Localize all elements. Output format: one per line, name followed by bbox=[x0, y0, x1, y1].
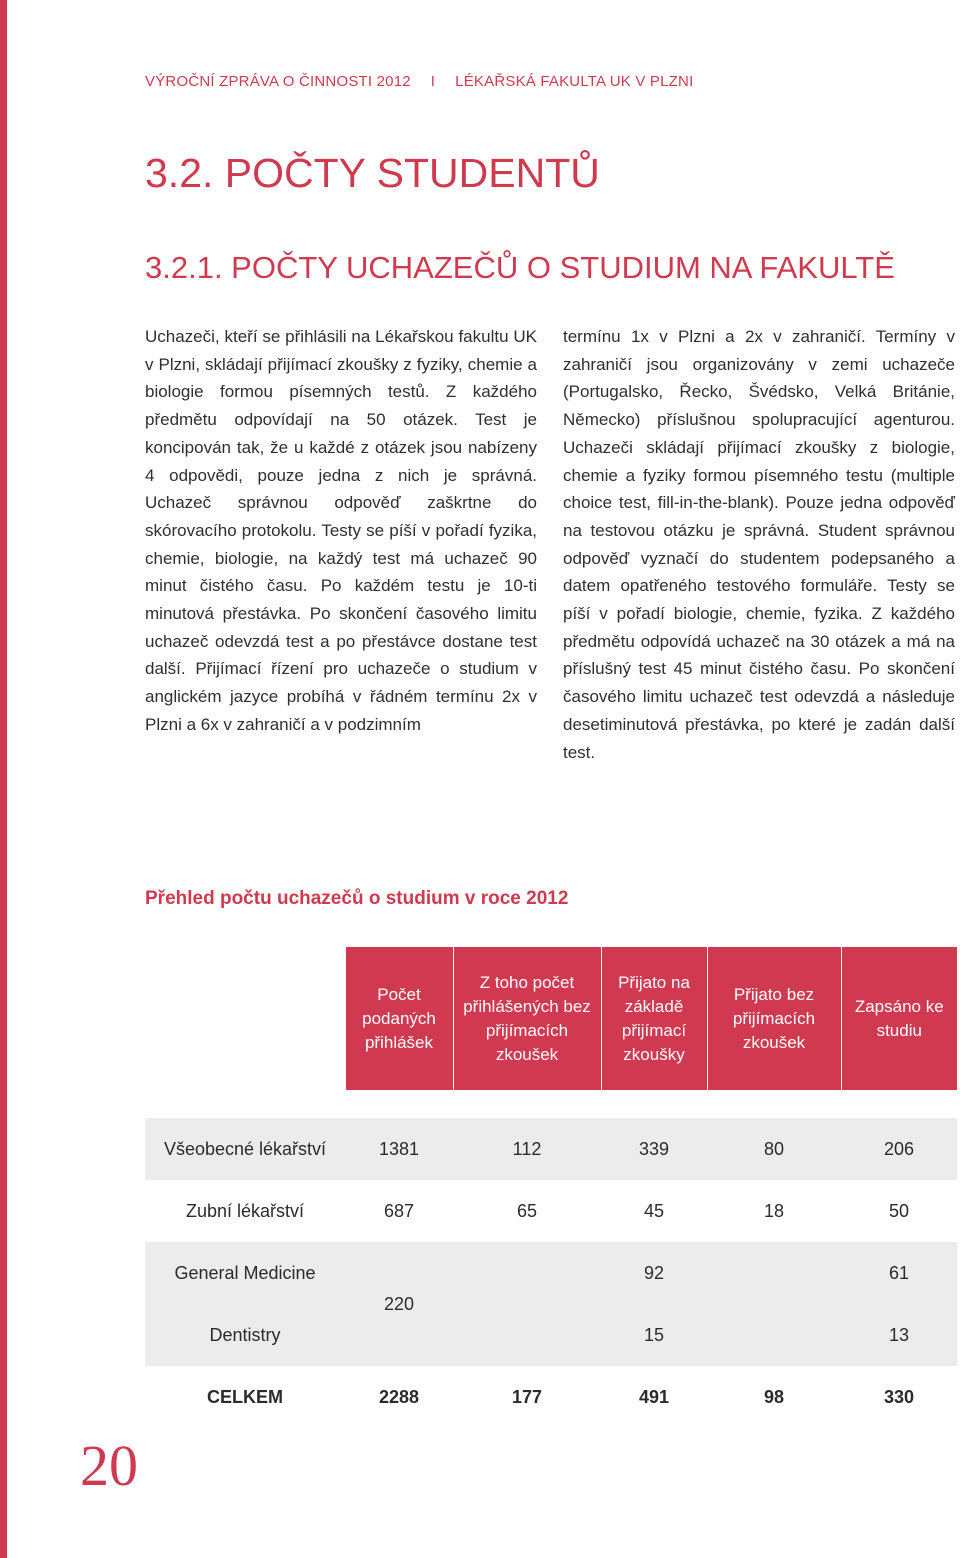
page-number: 20 bbox=[80, 1433, 138, 1498]
row-label: General Medicine bbox=[145, 1242, 345, 1304]
table-cell: 13 bbox=[841, 1304, 957, 1366]
table-cell: 50 bbox=[888, 1200, 910, 1221]
applicants-table bbox=[145, 947, 957, 1428]
table-cell: 65 bbox=[516, 1200, 538, 1221]
table-cell: 112 bbox=[453, 1118, 601, 1180]
text-column-left bbox=[145, 323, 537, 739]
table-cell: 45 bbox=[643, 1200, 665, 1221]
subsection-title: 3.2.1. POČTY UCHAZEČŮ O STUDIUM NA FAKULTĚ bbox=[145, 250, 895, 285]
header-enrolled: Zapsáno ke studiu bbox=[841, 947, 957, 1090]
table-cell: 80 bbox=[707, 1118, 841, 1180]
header-admitted-by-exam: Přijato na základě přijímací zkoušky bbox=[601, 947, 707, 1090]
table-cell-empty bbox=[453, 1242, 601, 1304]
table-cell-empty bbox=[707, 1242, 841, 1304]
table-cell: 18 bbox=[763, 1200, 785, 1221]
text-column-right bbox=[563, 323, 955, 766]
table-cell-merged: 220 bbox=[345, 1242, 453, 1366]
section-title: 3.2. POČTY STUDENTŮ bbox=[145, 150, 600, 196]
header-admitted-without-exam: Přijato bez přijímacích zkoušek bbox=[707, 947, 841, 1090]
table-cell-empty bbox=[707, 1304, 841, 1366]
report-title: VÝROČNÍ ZPRÁVA O ČINNOSTI 2012 bbox=[145, 73, 411, 90]
table-cell: 2288 bbox=[378, 1386, 420, 1407]
table-cell: 177 bbox=[511, 1386, 543, 1407]
running-header bbox=[145, 73, 693, 90]
faculty-name: LÉKAŘSKÁ FAKULTA UK V PLZNI bbox=[455, 73, 694, 90]
table-cell: 687 bbox=[383, 1200, 415, 1221]
row-label: CELKEM bbox=[207, 1386, 283, 1407]
header-applications: Počet podaných přihlášek bbox=[345, 947, 453, 1090]
table-caption: Přehled počtu uchazečů o studium v roce 2012 bbox=[145, 888, 569, 909]
table-row bbox=[145, 1304, 957, 1366]
table-cell: 206 bbox=[841, 1118, 957, 1180]
paragraph-left: Uchazeči, kteří se přihlásili na Lékařskou fakultu UK v Plzni, skládají přijímací zkoušky z fyziky, chemie a biologie formou písemných testů. Z každého předmětu odpovídají na 50 otázek. Test je koncipován tak, že u každé z otázek jsou nabízeny 4 odpovědi, pouze jedna z nich je správná. Uchazeč správnou odpověď zaškrtne do skórovacího protokolu. Testy se píší v pořadí fyzika, chemie, biologie, na každý test má uchazeč 90 minut čistého času. Po každém testu je 10-ti minutová přestávka. Po skončení časového limitu uchazeč odevzdá test a po přestávce dostane test další. Přijímací řízení pro uchazeče o studium v anglickém jazyce probíhá v řádném termínu 2x v Plzni a 6x v zahraničí a v podzimním bbox=[145, 327, 537, 734]
row-label: Všeobecné lékařství bbox=[145, 1118, 345, 1180]
paragraph-right: termínu 1x v Plzni a 2x v zahraničí. Termíny v zahraničí jsou organizovány v zemi uchazeče (Portugalsko, Řecko, Švédsko, Velká Británie, Německo) příslušnou spolupracující agenturou. Uchazeči skládají přijímací zkoušky z biologie, chemie a fyziky formou písemného testu (multiple choice test, fill-in-the-blank). Pouze jedna odpověď na testovou otázku je správná. Student správnou odpověď vyznačí do studentem podepsaného a datem opatřeného testového formuláře. Testy se píší v pořadí biologie, chemie, fyzika. Z každého předmětu odpovídá uchazeč na 30 otázek a má na příslušný test 45 minut čistého času. Po skončení časového limitu uchazeč test odevzdá a následuje desetiminutová přestávka, po které je zadán další test. bbox=[563, 327, 955, 762]
row-label: Dentistry bbox=[145, 1304, 345, 1366]
row-label: Zubní lékařství bbox=[185, 1200, 305, 1221]
header-corner bbox=[145, 947, 345, 1090]
table-cell: 339 bbox=[601, 1118, 707, 1180]
table-cell: 491 bbox=[638, 1386, 670, 1407]
header-separator: I bbox=[430, 73, 436, 90]
table-cell: 92 bbox=[601, 1242, 707, 1304]
table-cell: 1381 bbox=[345, 1118, 453, 1180]
table-row bbox=[145, 1180, 957, 1242]
left-accent-bar bbox=[0, 0, 7, 1558]
table-header-row bbox=[145, 947, 957, 1090]
table-cell: 15 bbox=[601, 1304, 707, 1366]
table-cell: 330 bbox=[883, 1386, 915, 1407]
table-cell: 61 bbox=[841, 1242, 957, 1304]
table-row bbox=[145, 1118, 957, 1180]
table-cell: 98 bbox=[763, 1386, 785, 1407]
table-cell-empty bbox=[453, 1304, 601, 1366]
table-row-total bbox=[145, 1366, 957, 1428]
table-row bbox=[145, 1242, 957, 1304]
header-without-exam-applied: Z toho počet přihlášených bez přijímacích zkoušek bbox=[453, 947, 601, 1090]
